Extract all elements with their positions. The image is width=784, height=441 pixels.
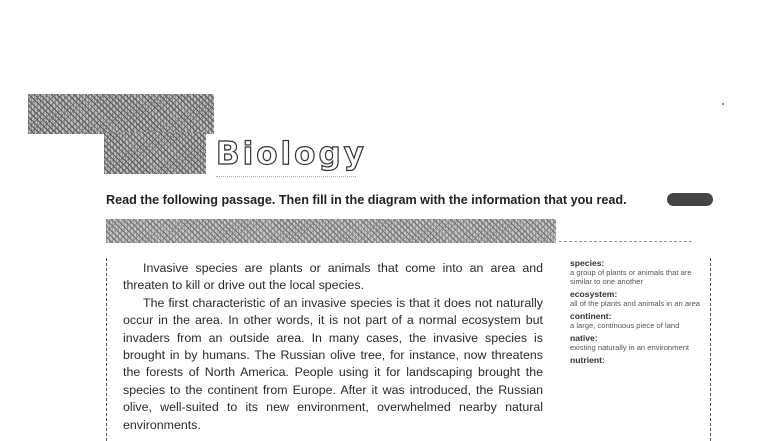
header-graphic-bottom xyxy=(104,132,206,174)
glossary-entry-continent xyxy=(570,311,706,330)
passage-border-left xyxy=(106,258,107,441)
glossary-definition: a large, continuous piece of land xyxy=(570,321,680,330)
scan-mark xyxy=(722,103,724,105)
glossary-term: nutrient: xyxy=(570,355,605,365)
glossary-term: species: xyxy=(570,258,605,268)
glossary-definition: a group of plants or animals that are similar to one another xyxy=(570,268,692,286)
passage-border-right xyxy=(710,258,711,441)
glossary-term: ecosystem: xyxy=(570,289,618,299)
header-graphic-top xyxy=(28,94,214,134)
instruction-text: Read the following passage. Then fill in the diagram with the information that you read. xyxy=(106,193,627,207)
passage-paragraph: Invasive species are plants or animals that come into an area and threaten to kill or drive out the local species. xyxy=(123,261,543,293)
glossary-sidebar xyxy=(570,258,706,368)
audio-track-badge xyxy=(667,193,713,206)
glossary-entry-native xyxy=(570,333,706,352)
glossary-term: native: xyxy=(570,333,598,343)
glossary-definition: existing naturally in an environment xyxy=(570,343,690,352)
subject-title: Biology xyxy=(216,136,367,172)
title-underline xyxy=(216,176,356,177)
reading-passage xyxy=(123,260,543,434)
glossary-definition: all of the plants and animals in an area xyxy=(570,299,701,308)
glossary-entry-ecosystem xyxy=(570,289,706,308)
glossary-entry-species xyxy=(570,258,706,286)
glossary-entry-nutrient xyxy=(570,355,706,365)
section-banner-graphic xyxy=(106,219,556,243)
banner-dash-line xyxy=(559,241,692,242)
passage-paragraph: The first characteristic of an invasive species is that it does not naturally occur in the area. In other words, it is not part of a normal ecosystem but invaders from an outside area. In many cases, the invasive species is brought in by humans. The Russian olive tree, for instance, now threatens the forests of North America. People using it for landscaping brought the species to the continent from Europe. After it was introduced, the Russian olive, well-suited to its new environment, overwhelmed nearby natural environments. xyxy=(123,295,543,432)
glossary-term: continent: xyxy=(570,311,612,321)
